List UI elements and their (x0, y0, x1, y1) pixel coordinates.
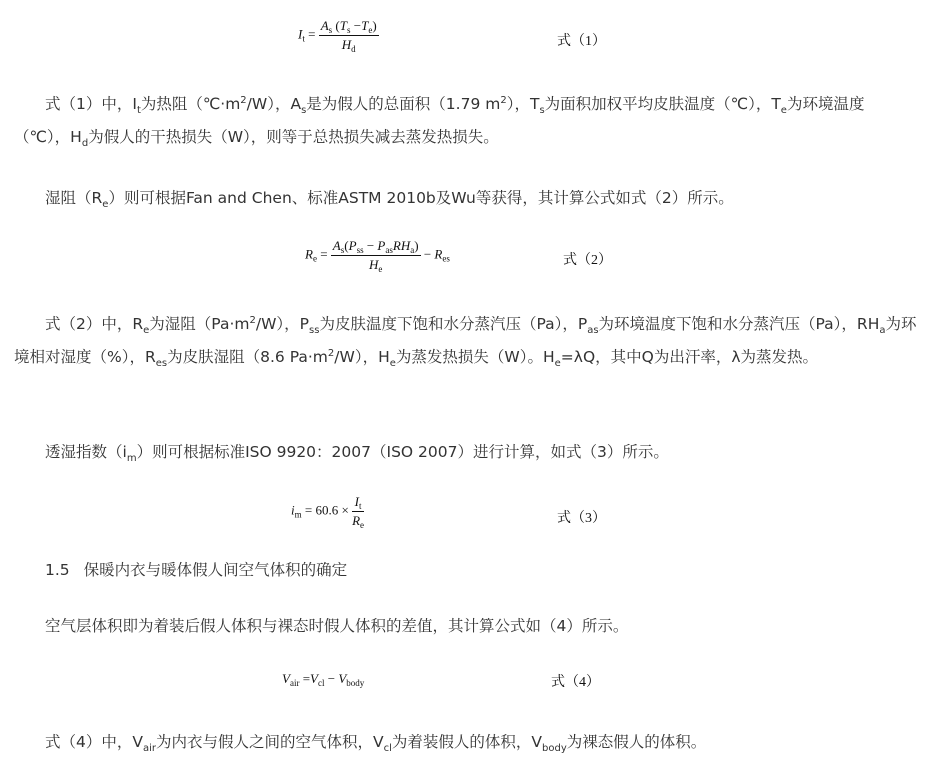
equation-1: $I_t$ = $\frac{A_s (T_s -T_e)}{H_d}$ (298, 18, 377, 54)
equation-3: $i_m = 60.6$ × $\frac{I_t}{R_e}$ (291, 494, 365, 530)
equation-2-label: 式（2） (563, 253, 612, 268)
paragraph-air-volume-variables: 式（4）中，$V_{air}$为内衣与假人之间的空气体积，$V_{cl}$为着装假人的体积，$V_{body}$为裸态假人的体积。 (45, 733, 707, 754)
equation-4-label: 式（4） (551, 675, 600, 690)
paragraph-thermal-resistance: 式（1）中，$I_t$为热阻$(℃\cdot m^2/W)$，$A_s$是为假人的总面积（1.79 $m^2$），$T_s$为面积加权平均皮肤温度（℃），$T_e$为环境温度（℃），$H_d$为假人的干热损失（W），则等于总热损失减去蒸发热损失。 (14, 95, 865, 149)
paragraph-air-volume-intro: 空气层体积即为着装后假人体积与裸态时假人体积的差值，其计算公式如（4）所示。 (45, 617, 629, 635)
equation-2: $R_e$ = $\frac{A_s(P_{ss} - P_{as}RH_a)}{H_e}$ − $R_{es}$ (305, 238, 450, 274)
paragraph-moisture-resistance-intro: 湿阻$(R_e)$则可根据Fan and Chen、标准ASTM 2010b及Wu等获得，其计算公式如式（2）所示。 (45, 189, 734, 210)
equation-1-fraction: $\frac{A_s (T_s -T_e)}{H_d}$ (320, 18, 377, 54)
paragraph-permeability-index-intro: 透湿指数$(i_m)$则可根据标准ISO 9920：2007（ISO 2007）进行计算，如式（3）所示。 (45, 443, 669, 464)
section-heading: 1.5 保暖内衣与暖体假人间空气体积的确定 (45, 561, 348, 579)
paragraph-moisture-resistance-variables: 式（2）中，$R_e$为湿阻$(Pa\cdot m^2/W)$，$P_{ss}$为皮肤温度下饱和水分蒸汽压（Pa），$P_{as}$为环境温度下饱和水分蒸汽压（Pa），$RH_a$为环境相对湿度（%），$R_{es}$为皮肤湿阻（8.6 $Pa\cdot m^2/W$），$H_e$为蒸发热损失（W）。$H_e=\lambda Q$，其中Q为出汗率，λ为蒸发热。 (14, 315, 917, 369)
equation-2-fraction: $\frac{A_s(P_{ss} - P_{as}RH_a)}{H_e}$ (332, 238, 419, 274)
equation-3-fraction: $\frac{I_t}{R_e}$ (352, 494, 365, 530)
equation-4: $V_{air} =V_{cl} - V_{body}$ (282, 671, 365, 688)
equation-1-label: 式（1） (557, 34, 606, 49)
equation-3-label: 式（3） (557, 511, 606, 526)
